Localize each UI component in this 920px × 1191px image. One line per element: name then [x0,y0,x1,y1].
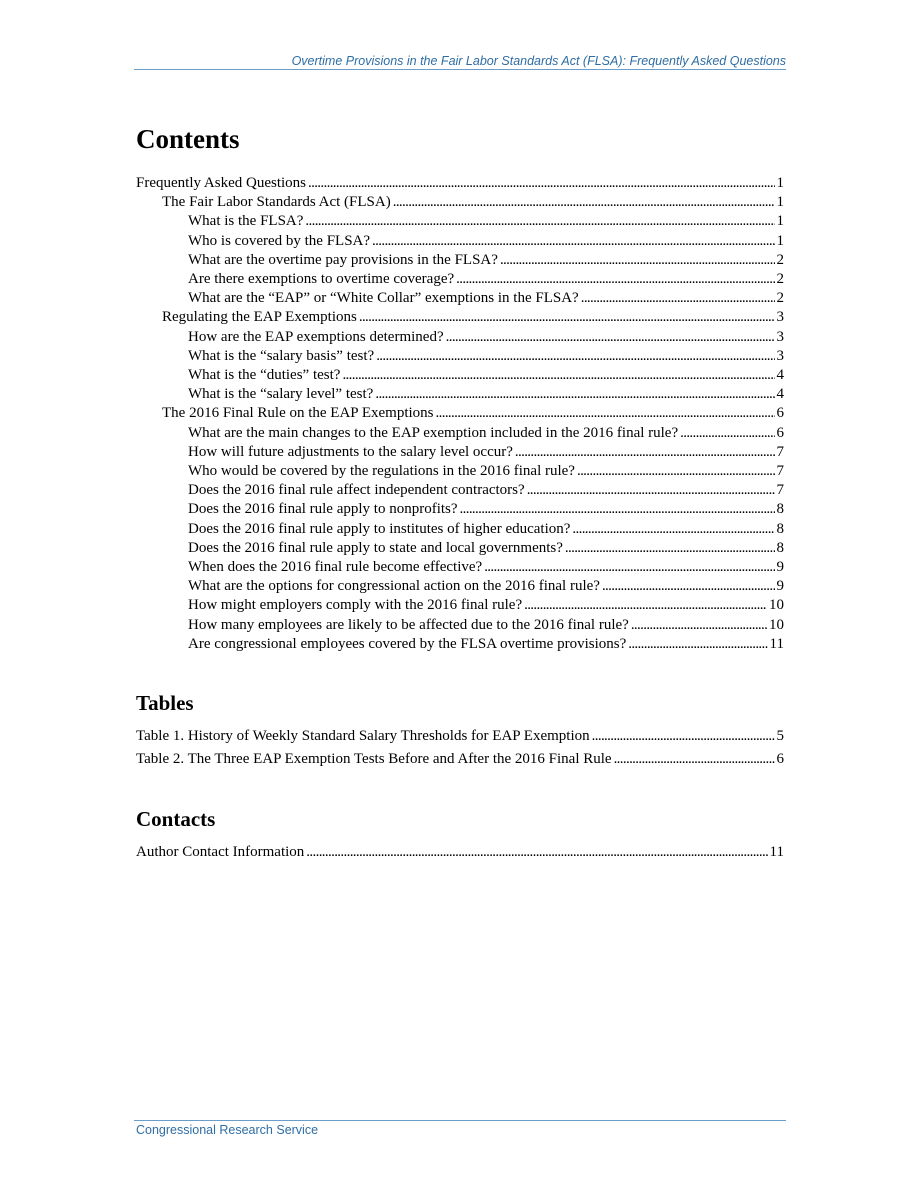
toc-entry-label: What is the “salary level” test? [188,386,374,403]
toc-entry-page-number: 10 [769,597,784,614]
toc-entry-page-number: 3 [776,309,784,326]
toc-entry-label: What is the FLSA? [188,213,304,230]
dot-leader [342,366,774,385]
dot-leader [614,750,775,769]
toc-entry-page-number: 2 [776,271,784,288]
contents-list [136,174,784,654]
toc-entry-label: The 2016 Final Rule on the EAP Exemptions [162,405,434,422]
toc-entry-label: Are there exemptions to overtime coverage? [188,271,455,288]
dot-leader [592,727,775,746]
toc-entry-page-number: 8 [776,501,784,518]
toc-entry-page-number: 6 [776,405,784,422]
toc-entry-page-number: 1 [776,175,784,191]
toc-entry[interactable] [136,232,784,251]
toc-entry-label: Table 1. History of Weekly Standard Salary Thresholds for EAP Exemption [136,728,590,744]
toc-entry[interactable] [136,750,784,769]
toc-entry[interactable] [136,635,784,654]
toc-entry-page-number: 5 [776,728,784,744]
toc-entry-page-number: 2 [776,251,784,268]
toc-entry-page-number: 11 [769,844,784,860]
toc-entry-label: Who would be covered by the regulations in the 2016 final rule? [188,463,575,480]
toc-entry-label: What are the overtime pay provisions in the FLSA? [188,251,498,268]
dot-leader [372,232,774,251]
toc-entry-label: What are the “EAP” or “White Collar” exemptions in the FLSA? [188,290,579,307]
toc-entry-label: Regulating the EAP Exemptions [162,309,357,326]
dot-leader [308,174,775,193]
header-rule [134,69,786,70]
toc-entry-page-number: 2 [776,290,784,307]
toc-entry-page-number: 1 [776,213,784,230]
toc-entry[interactable] [136,308,784,327]
dot-leader [484,558,774,577]
dot-leader [375,385,774,404]
toc-entry[interactable] [136,212,784,231]
toc-entry[interactable] [136,539,784,558]
toc-entry[interactable] [136,558,784,577]
dot-leader [565,539,775,558]
toc-entry-page-number: 7 [776,443,784,460]
toc-entry[interactable] [136,424,784,443]
toc-entry-label: Are congressional employees covered by the FLSA overtime provisions? [188,635,627,652]
toc-entry[interactable] [136,462,784,481]
dot-leader [456,270,774,289]
dot-leader [393,193,775,212]
dot-leader [500,251,775,270]
toc-entry-label: Author Contact Information [136,844,305,860]
toc-entry[interactable] [136,385,784,404]
toc-entry[interactable] [136,366,784,385]
tables-heading: Tables [136,691,194,715]
dot-leader [631,616,767,635]
toc-entry[interactable] [136,577,784,596]
running-header-title: Overtime Provisions in the Fair Labor Standards Act (FLSA): Frequently Asked Questions [291,54,786,68]
toc-entry-page-number: 6 [776,424,784,441]
toc-entry-label: Does the 2016 final rule apply to institutes of higher education? [188,520,571,537]
toc-entry[interactable] [136,500,784,519]
toc-entry[interactable] [136,404,784,423]
dot-leader [581,289,775,308]
toc-entry-label: How might employers comply with the 2016 final rule? [188,597,523,614]
tables-list [136,727,784,773]
toc-entry-label: What are the main changes to the EAP exemption included in the 2016 final rule? [188,424,679,441]
contents-heading: Contents [136,124,240,154]
toc-entry-label: Who is covered by the FLSA? [188,232,371,249]
toc-entry-page-number: 4 [776,367,784,384]
toc-entry-page-number: 8 [776,539,784,556]
dot-leader [680,424,774,443]
toc-entry[interactable] [136,843,784,862]
toc-entry-page-number: 9 [776,578,784,595]
toc-entry[interactable] [136,727,784,746]
dot-leader [577,462,775,481]
toc-entry-label: How are the EAP exemptions determined? [188,328,444,345]
toc-entry-label: What is the “salary basis” test? [188,347,375,364]
toc-entry-page-number: 6 [776,750,784,767]
toc-entry-page-number: 4 [776,386,784,403]
dot-leader [446,328,775,347]
toc-entry-label: What are the options for congressional action on the 2016 final rule? [188,578,600,595]
toc-entry-page-number: 7 [776,463,784,480]
toc-entry[interactable] [136,443,784,462]
toc-entry-page-number: 10 [769,616,784,633]
toc-entry[interactable] [136,520,784,539]
toc-entry[interactable] [136,347,784,366]
toc-entry-page-number: 1 [776,194,784,211]
dot-leader [436,404,775,423]
toc-entry-label: How many employees are likely to be affected due to the 2016 final rule? [188,616,629,633]
dot-leader [524,596,767,615]
toc-entry[interactable] [136,270,784,289]
dot-leader [376,347,774,366]
dot-leader [602,577,775,596]
toc-entry-label: When does the 2016 final rule become effective? [188,559,483,576]
toc-entry-page-number: 3 [776,347,784,364]
toc-entry[interactable] [136,616,784,635]
dot-leader [572,520,774,539]
toc-entry[interactable] [136,193,784,212]
toc-entry-page-number: 7 [776,482,784,499]
footer-rule [134,1120,786,1121]
toc-entry-label: Does the 2016 final rule affect independent contractors? [188,482,525,499]
dot-leader [305,212,774,231]
footer-organization: Congressional Research Service [136,1123,319,1137]
toc-entry[interactable] [136,481,784,500]
dot-leader [515,443,775,462]
toc-entry[interactable] [136,174,784,193]
toc-entry-label: Frequently Asked Questions [136,175,306,191]
toc-entry[interactable] [136,328,784,347]
dot-leader [460,500,775,519]
toc-entry-label: Table 2. The Three EAP Exemption Tests Before and After the 2016 Final Rule [136,750,612,767]
toc-entry-label: How will future adjustments to the salary level occur? [188,443,513,460]
dot-leader [306,843,767,862]
toc-entry-label: Does the 2016 final rule apply to state and local governments? [188,539,563,556]
toc-entry-page-number: 9 [776,559,784,576]
toc-entry-label: Does the 2016 final rule apply to nonprofits? [188,501,458,518]
toc-entry[interactable] [136,289,784,308]
toc-entry-label: What is the “duties” test? [188,367,341,384]
dot-leader [628,635,767,654]
toc-entry-label: The Fair Labor Standards Act (FLSA) [162,194,391,211]
dot-leader [527,481,775,500]
toc-entry[interactable] [136,596,784,615]
toc-entry[interactable] [136,251,784,270]
dot-leader [359,308,775,327]
toc-entry-page-number: 3 [776,328,784,345]
toc-entry-page-number: 11 [769,635,784,652]
contacts-list [136,843,784,862]
toc-entry-page-number: 8 [776,520,784,537]
contacts-heading: Contacts [136,807,216,831]
toc-entry-page-number: 1 [776,232,784,249]
